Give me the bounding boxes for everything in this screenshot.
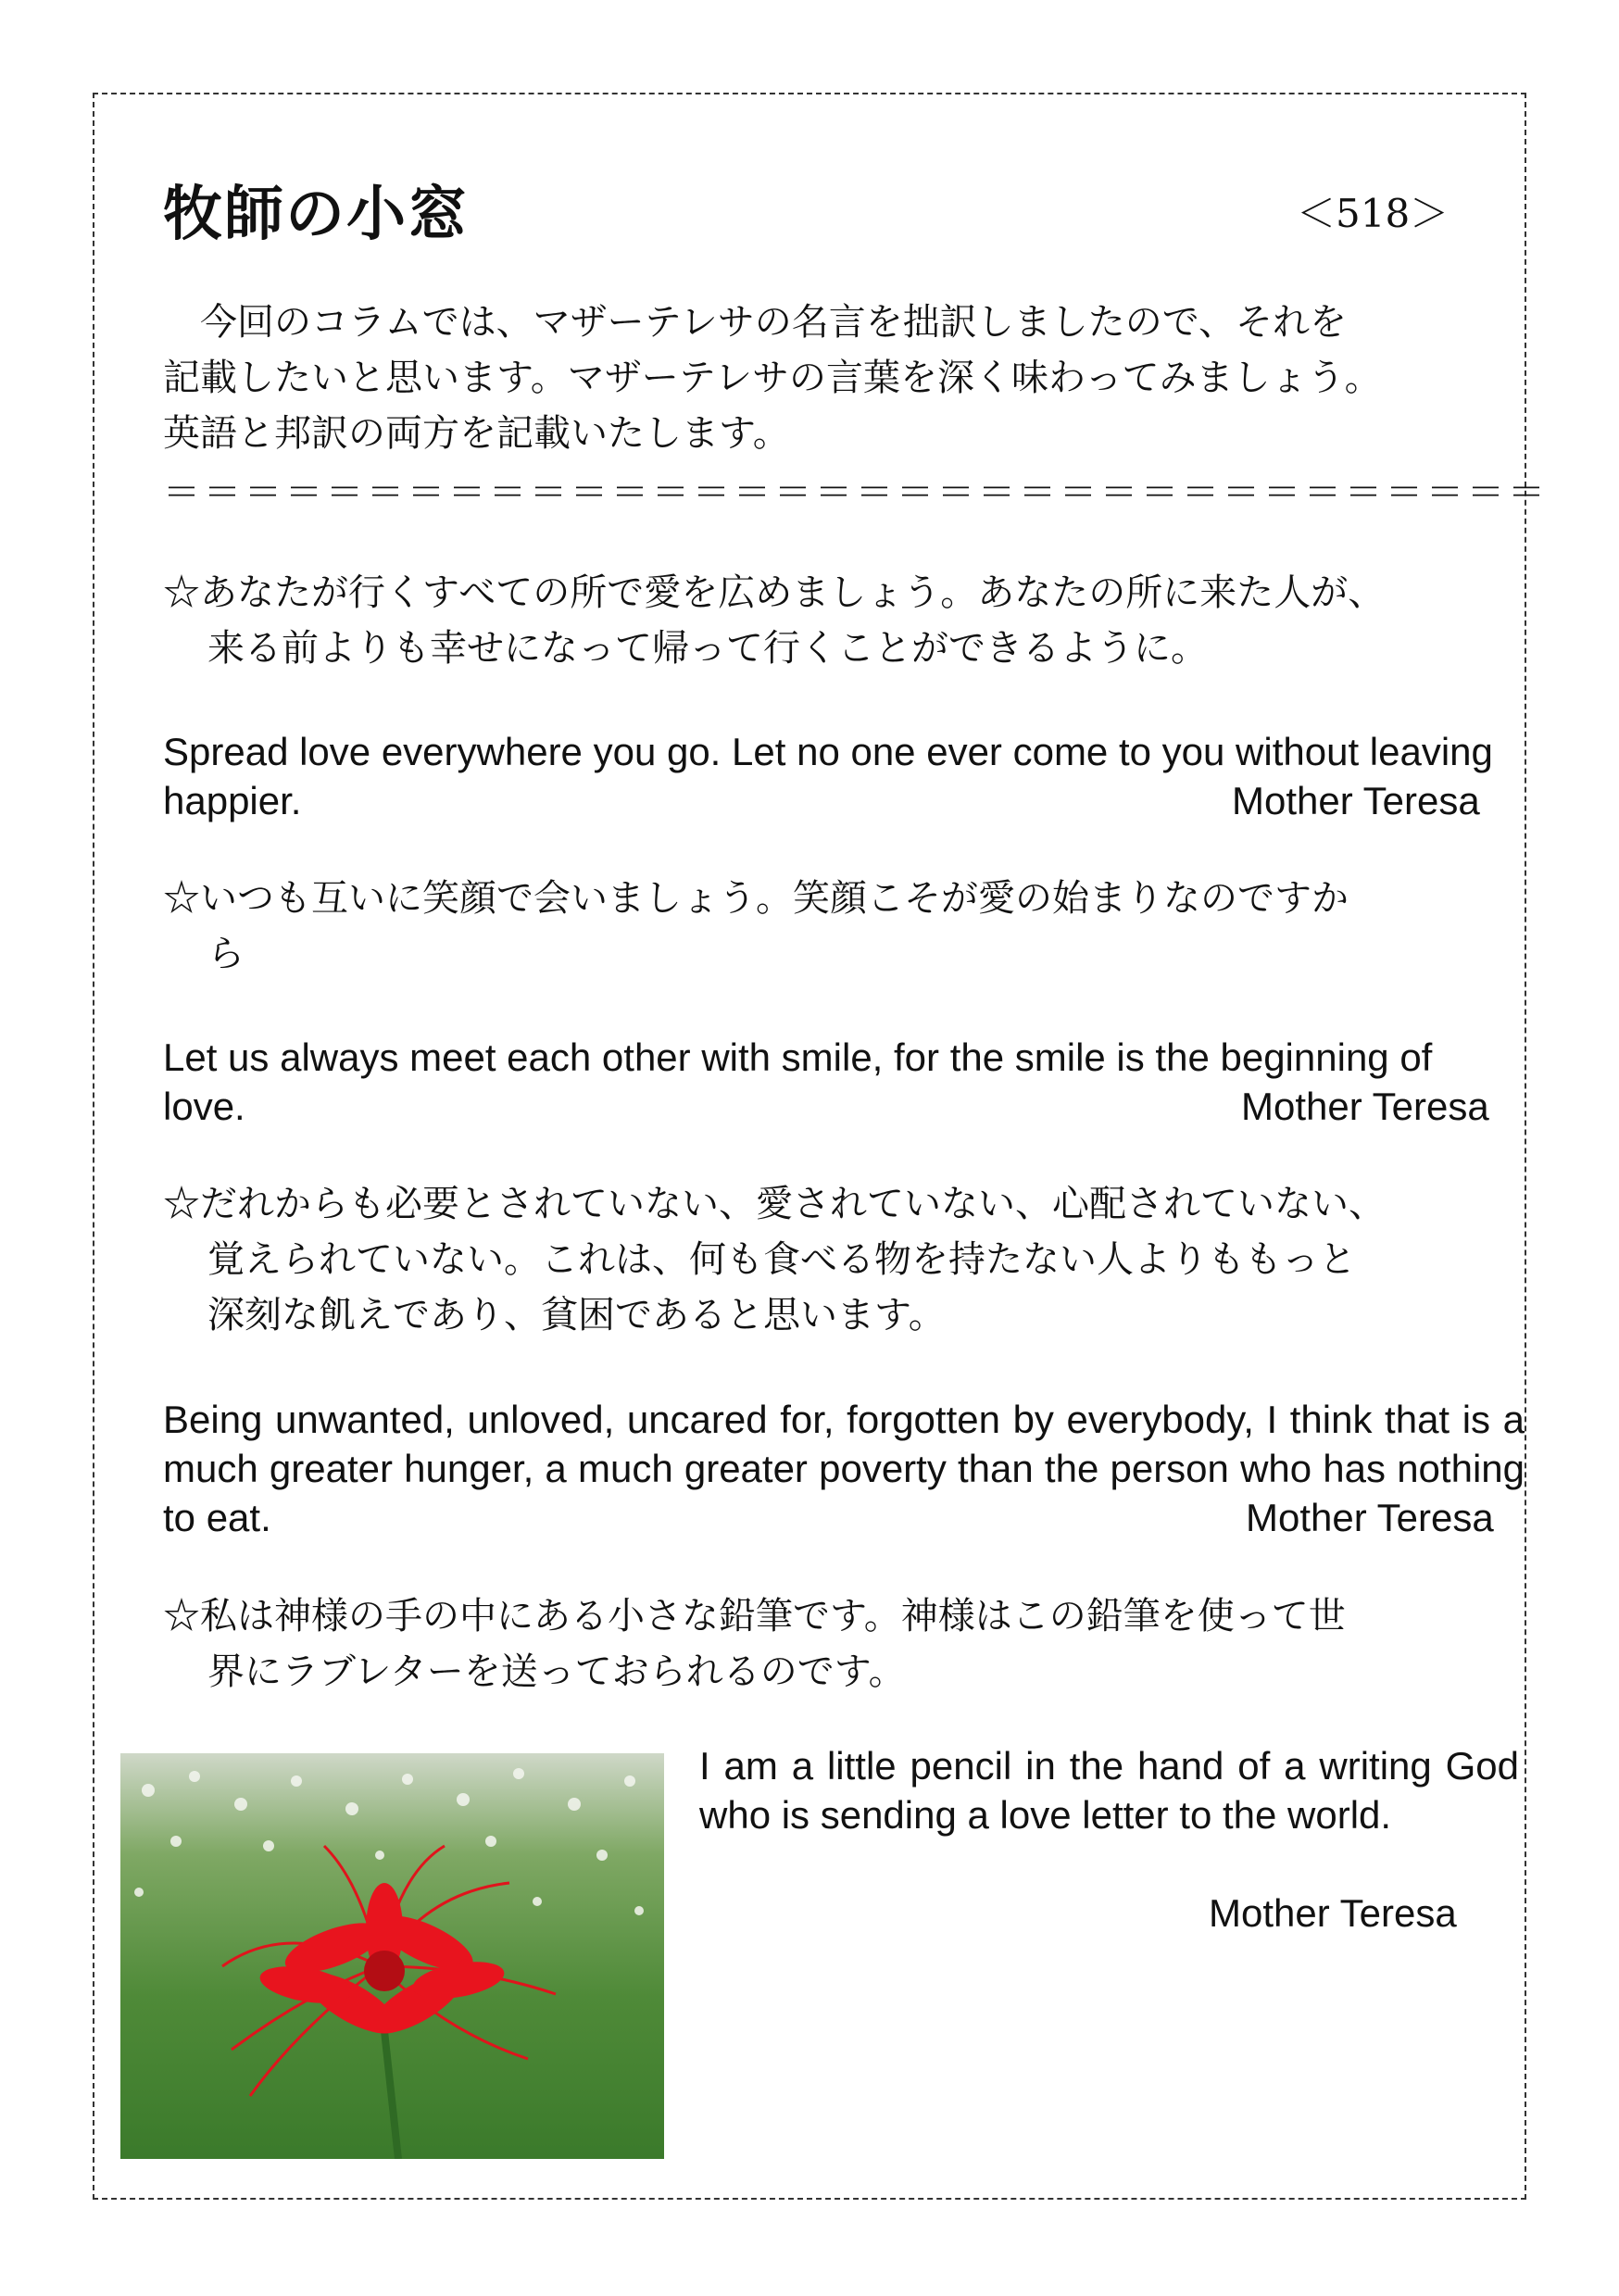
quote-4-jp-line-2: 界にラブレターを送っておられるのです。 xyxy=(207,1650,906,1693)
quote-4-en: I am a little pencil in the hand of a writing God who is sending a love letter to the world. xyxy=(699,1744,1519,1837)
intro-line-1: 今回のコラムでは、マザーテレサの名言を拙訳しましたので、それを xyxy=(163,301,1347,344)
quote-1-en: Spread love everywhere you go. Let no one ever come to you without leaving happier. xyxy=(163,730,1493,822)
flower-illustration xyxy=(120,1753,664,2159)
quote-1-author: Mother Teresa xyxy=(1232,779,1480,822)
quote-1-jp-line-1: ☆あなたが行くすべての所で愛を広めましょう。あなたの所に来た人が、 xyxy=(163,571,1386,614)
page-title: 牧師の小窓 xyxy=(163,180,469,249)
red-spider-lily-photo xyxy=(120,1753,664,2159)
quote-1-jp-line-2: 来る前よりも幸せになって帰って行くことができるように。 xyxy=(207,627,1208,670)
quote-2-en: Let us always meet each other with smile, for the smile is the beginning of love. xyxy=(163,1035,1433,1128)
quote-4-jp-line-1: ☆私は神様の手の中にある小さな鉛筆です。神様はこの鉛筆を使って世 xyxy=(163,1595,1346,1637)
quote-2-author: Mother Teresa xyxy=(1241,1085,1489,1128)
quote-3-jp-line-1: ☆だれからも必要とされていない、愛されていない、心配されていない、 xyxy=(163,1183,1386,1225)
quote-3-author: Mother Teresa xyxy=(1246,1496,1494,1539)
divider-line: ＝＝＝＝＝＝＝＝＝＝＝＝＝＝＝＝＝＝＝＝＝＝＝＝＝＝＝＝＝＝＝＝＝＝ xyxy=(163,471,1549,514)
intro-line-2: 記載したいと思います。マザーテレサの言葉を深く味わってみましょう。 xyxy=(163,357,1382,399)
quote-3-en: Being unwanted, unloved, uncared for, forgotten by everybody, I think that is a much greater hunger, a much greater poverty than the person who has nothing to eat. xyxy=(163,1398,1525,1539)
issue-number: ＜518＞ xyxy=(1297,191,1450,236)
quote-2-jp-line-2: ら xyxy=(207,933,245,975)
quote-3-jp-line-3: 深刻な飢えであり、貧困であると思います。 xyxy=(207,1294,946,1336)
quote-4-author: Mother Teresa xyxy=(1209,1891,1457,1935)
quote-2-jp-line-1: ☆いつも互いに笑顔で会いましょう。笑顔こそが愛の始まりなのですか xyxy=(163,877,1349,920)
quote-3-jp-line-2: 覚えられていない。これは、何も食べる物を持たない人よりももっと xyxy=(207,1238,1356,1281)
intro-line-3: 英語と邦訳の両方を記載いたします。 xyxy=(163,412,790,455)
